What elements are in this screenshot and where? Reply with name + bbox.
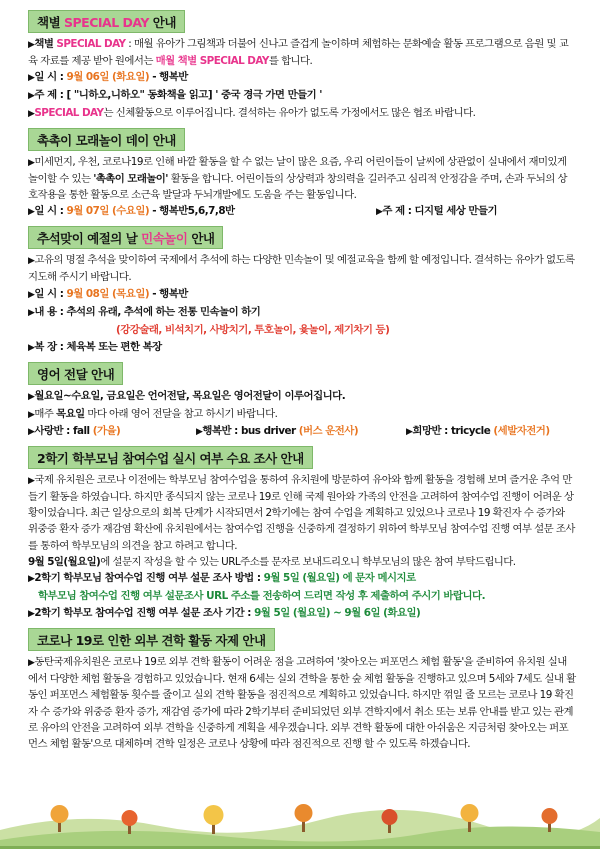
topic-row: ▶주 제 : [ "니하오,니하오" 동화책을 읽고] ' 중국 경극 가면 만들기 ': [28, 89, 322, 102]
word-row: ▶사랑반 : fall (가을) ▶행복반 : bus driver (버스 운전사) ▶희망반 : tricycle (세발자전거): [28, 424, 550, 437]
bullet-icon: ▶: [28, 289, 35, 300]
date-row: ▶일 시 : 9월 08일 (목요일) - 행복반: [28, 287, 188, 300]
bullet-icon: ▶: [28, 342, 35, 353]
paragraph: ▶미세먼지, 우천, 코로나19로 인해 바깥 활동을 할 수 없는 날이 많은 요즘, 우리 어린이들이 날씨에 상관없이 실내에서 재미있게 놀이할 수 있는 '촉촉이 모래놀이' 활동을 합니다. 어린이들의 상상력과 창의력을 길러주고 심리적 안정감을 주며, 손과 두뇌의 상호작용을 통한 활동으로 소근육 발달과 두뇌개발에도 도움을 주는 활동입니다.: [28, 155, 567, 202]
bullet-icon: ▶: [28, 658, 35, 669]
section-sand-play: [28, 128, 576, 222]
survey-method-detail: 학부모님 참여수업 진행 여부 설문조사 URL 주소를 전송하여 드리면 작성 후 제출하여 주시기 바랍니다.: [38, 590, 486, 603]
section-header: 추석맞이 예절의 날 민속놀이 안내: [28, 226, 223, 249]
content-row: ▶내 용 : 추석의 유래, 추석에 하는 전통 민속놀이 하기: [28, 305, 261, 318]
bullet-icon: ▶: [406, 426, 413, 437]
section-header: 코로나 19로 인한 외부 견학 활동 자제 안내: [28, 628, 275, 651]
date-topic-row: ▶일 시 : 9월 07일 (수요일) - 행복반5,6,7,8반 ▶주 제 : 디지털 세상 만들기: [28, 205, 498, 218]
section-header: 촉촉이 모래놀이 데이 안내: [28, 128, 185, 151]
bullet-icon: ▶: [28, 475, 35, 486]
note: ▶SPECIAL DAY는 신체활동으로 이루어집니다. 결석하는 유아가 없도록 가정에서도 많은 협조 바랍니다.: [28, 107, 476, 120]
content-list: (강강술래, 비석치기, 사방치기, 투호놀이, 윷놀이, 제기차기 등): [116, 323, 390, 336]
paragraph: ▶책별 SPECIAL DAY : 매월 유아가 그림책과 더불어 신나고 즐겁게 놀이하며 체험하는 문화예술 활동 프로그램으로 음원 및 교육 자료를 제공 받아 원에서는 매월 책별 SPECIAL DAY를 합니다.: [28, 38, 569, 68]
bullet-icon: ▶: [196, 426, 203, 437]
paragraph: ▶동탄국제유치원은 코로나 19로 외부 견학 활동이 어려운 점을 고려하여 '찾아오는 퍼포먼스 체험 활동'을 준비하여 유치원 실내에서 다양한 체험 활동을 경험하고 있었습니다. 현재 6세는 실외 견학을 통한 숲 체험 활동을 진행하고 있으며 5세와 7세도 실내 활동인 퍼포먼스 체험활동 횟수를 줄이고 실외 견학 활동을 점진적으로 계획하고 있었습니다. 하지만 꺾일 줄 모르는 코로나 19 확진자 수 증가와 위중증 환자 증가, 재감염 증가에 따라 2학기부터 준비되었던 외부 견학지에서 취소 또는 보류 안내를 받고 있는 관계로 유아의 안전을 고려하여 외부 견학을 신중하게 계획을 세우겠습니다. 외부 견학 활동에 대한 아쉬움은 지금처럼 찾아오는 퍼포먼스 체험 활동'으로 대체하며 견학 일정은 코로나 상황에 따라 점진적으로 진행 할 수 있도록 하겠습니다.: [28, 656, 576, 751]
paragraph: ▶국제 유치원은 코로나 이전에는 학부모님 참여수업을 통하여 유치원에 방문하여 유아와 함께 활동을 경험해 보며 즐거운 추억 만들기 활동을 하였습니다. 하지만 종식되지 않는 코로나 19로 인해 국제 원아와 가족의 안전을 고려하여 참여수업 진행이 어려운 상황이었습니다. 최근 일상으로의 회복 단계가 시작되면서 2학기에는 참여 수업을 계획하고 있었으나 코로나 19 확진자 수 증가와 위중증 환자 증가 재감염 확산에 유치원에서는 참여수업 진행을 신중하게 결정하기 위하여 학부모님 참여수업 진행 여부 설문 조사를 통하여 학부모님의 의견을 참고 하려고 합니다.: [28, 473, 575, 552]
english-line: ▶매주 목요일 마다 아래 영어 전달을 참고 하시기 바랍니다.: [28, 407, 278, 420]
paragraph: 9월 5일(월요일)에 설문지 작성을 할 수 있는 URL주소를 문자로 보내드리오니 학부모님의 많은 참여 부탁드립니다.: [28, 555, 516, 568]
bullet-icon: ▶: [28, 207, 35, 218]
bullet-icon: ▶: [28, 91, 35, 102]
bullet-icon: ▶: [28, 609, 35, 620]
section-special-day: [28, 10, 576, 123]
section-header: 책별 SPECIAL DAY 안내: [28, 10, 185, 33]
bullet-icon: ▶: [28, 109, 35, 120]
section-field-trip: [28, 628, 576, 752]
section-parent-survey: [28, 446, 576, 623]
bullet-icon: ▶: [28, 256, 35, 267]
bullet-icon: ▶: [28, 391, 35, 402]
dress-row: ▶복 장 : 체육복 또는 편한 복장: [28, 340, 162, 353]
bullet-icon: ▶: [28, 409, 35, 420]
section-english: [28, 362, 576, 441]
section-header: 2학기 학부모님 참여수업 실시 여부 수요 조사 안내: [28, 446, 313, 469]
bullet-icon: ▶: [28, 426, 35, 437]
bullet-icon: ▶: [28, 307, 35, 318]
section-chuseok: [28, 226, 576, 356]
section-header: 영어 전달 안내: [28, 362, 123, 385]
newsletter: [28, 10, 576, 757]
bullet-icon: ▶: [28, 157, 35, 168]
bullet-icon: ▶: [28, 574, 35, 585]
bullet-icon: ▶: [376, 207, 383, 218]
bullet-icon: ▶: [28, 40, 35, 50]
english-line: ▶월요일~수요일, 금요일은 언어전달, 목요일은 영어전달이 이루어집니다.: [28, 389, 346, 402]
survey-period: ▶2학기 학부모 참여수업 진행 여부 설문 조사 기간 : 9월 5일 (월요일) ~ 9월 6일 (화요일): [28, 607, 421, 620]
survey-method: ▶2학기 학부모님 참여수업 진행 여부 설문 조사 방법 : 9월 5일 (월요일) 에 문자 메시지로: [28, 572, 416, 585]
paragraph: ▶고유의 명절 추석을 맞이하여 국제에서 추석에 하는 다양한 민속놀이 및 예절교육을 함께 할 예정입니다. 결석하는 유아가 없도록 지도해 주시기 바랍니다.: [28, 254, 575, 284]
bullet-icon: ▶: [28, 73, 35, 84]
date-row: ▶일 시 : 9월 06일 (화요일) - 행복반: [28, 71, 188, 84]
autumn-landscape-illustration: [0, 790, 600, 849]
